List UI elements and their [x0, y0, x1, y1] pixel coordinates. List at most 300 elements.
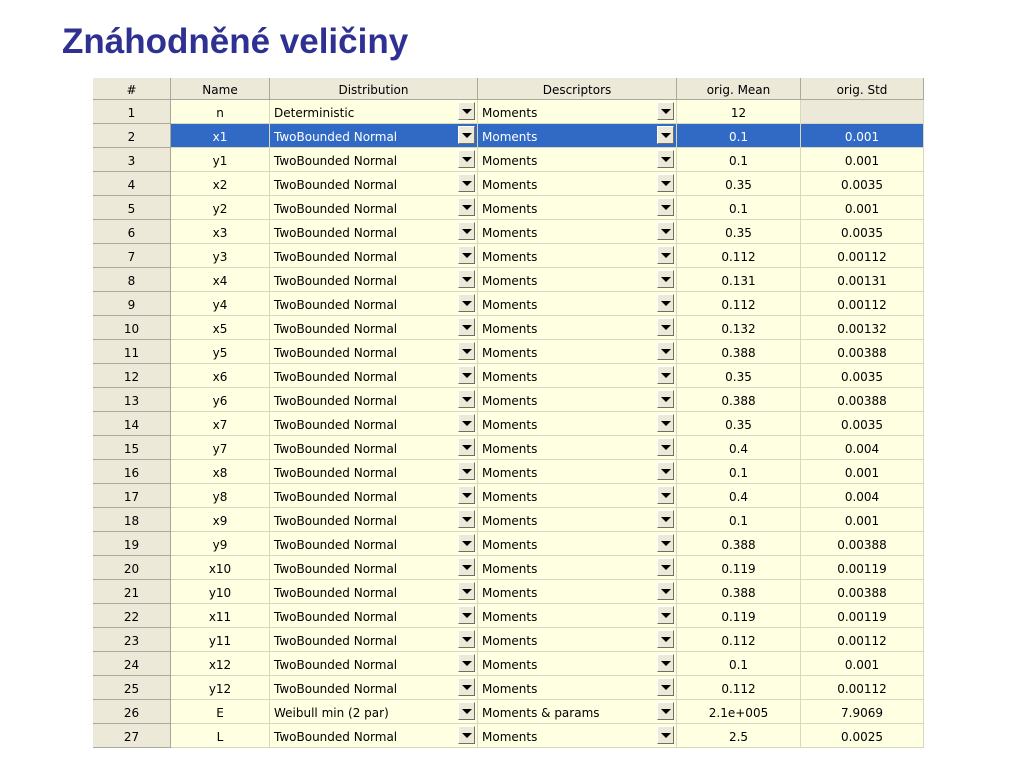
table-row[interactable]	[93, 580, 924, 604]
chevron-down-icon[interactable]	[657, 366, 674, 384]
table-row[interactable]	[93, 268, 924, 292]
orig-mean-cell[interactable]: 0.1	[677, 124, 801, 148]
orig-std-cell[interactable]: 0.0025	[801, 724, 924, 748]
table-row[interactable]	[93, 316, 924, 340]
orig-std-cell[interactable]: 0.001	[801, 652, 924, 676]
table-row[interactable]	[93, 604, 924, 628]
descriptors-select[interactable]	[478, 388, 677, 412]
descriptors-value: Moments	[482, 610, 538, 624]
name-cell[interactable]: y11	[171, 628, 270, 652]
chevron-down-icon[interactable]	[458, 678, 475, 696]
distribution-value: TwoBounded Normal	[274, 226, 398, 240]
distribution-select[interactable]	[270, 604, 478, 628]
chevron-down-icon[interactable]	[458, 438, 475, 456]
chevron-down-icon[interactable]	[657, 342, 674, 360]
distribution-value: TwoBounded Normal	[274, 730, 398, 744]
chevron-down-icon[interactable]	[458, 342, 475, 360]
column-header-orig-std[interactable]: orig. Std	[801, 78, 924, 100]
table-row[interactable]	[93, 436, 924, 460]
orig-std-cell[interactable]: 0.001	[801, 196, 924, 220]
distribution-select[interactable]	[270, 244, 478, 268]
orig-mean-cell[interactable]: 0.388	[677, 580, 801, 604]
name-cell[interactable]: y12	[171, 676, 270, 700]
table-row[interactable]	[93, 724, 924, 748]
table-row[interactable]	[93, 340, 924, 364]
chevron-down-icon[interactable]	[657, 534, 674, 552]
table-row[interactable]	[93, 148, 924, 172]
distribution-select[interactable]	[270, 484, 478, 508]
orig-std-cell[interactable]: 0.001	[801, 148, 924, 172]
distribution-select[interactable]	[270, 292, 478, 316]
distribution-select[interactable]	[270, 316, 478, 340]
table-row[interactable]	[93, 364, 924, 388]
name-cell[interactable]: y1	[171, 148, 270, 172]
name-cell[interactable]: x1	[171, 124, 270, 148]
distribution-select[interactable]	[270, 628, 478, 652]
name-cell[interactable]: x2	[171, 172, 270, 196]
distribution-value: TwoBounded Normal	[274, 394, 398, 408]
descriptors-value: Moments	[482, 298, 538, 312]
distribution-value: Weibull min (2 par)	[274, 706, 389, 720]
chevron-down-icon[interactable]	[657, 198, 674, 216]
name-cell[interactable]: x7	[171, 412, 270, 436]
orig-std-cell[interactable]: 0.0035	[801, 220, 924, 244]
chevron-down-icon[interactable]	[458, 366, 475, 384]
orig-std-cell[interactable]: 0.00112	[801, 628, 924, 652]
row-number[interactable]: 12	[93, 364, 171, 388]
chevron-down-icon[interactable]	[657, 222, 674, 240]
distribution-value: TwoBounded Normal	[274, 490, 398, 504]
table-row[interactable]	[93, 388, 924, 412]
orig-mean-cell[interactable]: 0.112	[677, 244, 801, 268]
descriptors-value: Moments	[482, 250, 538, 264]
orig-std-cell[interactable]: 0.00119	[801, 556, 924, 580]
chevron-down-icon[interactable]	[458, 318, 475, 336]
distribution-value: TwoBounded Normal	[274, 634, 398, 648]
orig-std-cell[interactable]: 0.004	[801, 484, 924, 508]
name-cell[interactable]: n	[171, 100, 270, 124]
distribution-select[interactable]	[270, 268, 478, 292]
row-number[interactable]: 15	[93, 436, 171, 460]
orig-std-cell[interactable]	[801, 100, 924, 124]
orig-mean-cell[interactable]: 0.112	[677, 292, 801, 316]
chevron-down-icon[interactable]	[458, 390, 475, 408]
distribution-value: TwoBounded Normal	[274, 130, 398, 144]
orig-std-cell[interactable]: 0.001	[801, 508, 924, 532]
orig-mean-cell[interactable]: 2.1e+005	[677, 700, 801, 724]
chevron-down-icon[interactable]	[458, 414, 475, 432]
chevron-down-icon[interactable]	[657, 582, 674, 600]
distribution-value: Deterministic	[274, 106, 355, 120]
row-number[interactable]: 13	[93, 388, 171, 412]
descriptors-select[interactable]	[478, 268, 677, 292]
row-number[interactable]: 1	[93, 100, 171, 124]
descriptors-value: Moments	[482, 130, 538, 144]
orig-mean-cell[interactable]: 0.1	[677, 148, 801, 172]
orig-std-cell[interactable]: 0.00112	[801, 676, 924, 700]
descriptors-select[interactable]	[478, 628, 677, 652]
orig-mean-cell[interactable]: 0.112	[677, 676, 801, 700]
orig-std-cell[interactable]: 0.004	[801, 436, 924, 460]
orig-std-cell[interactable]: 0.00388	[801, 580, 924, 604]
distribution-value: TwoBounded Normal	[274, 442, 398, 456]
table-row[interactable]	[93, 556, 924, 580]
descriptors-value: Moments	[482, 226, 538, 240]
row-number[interactable]: 18	[93, 508, 171, 532]
orig-mean-cell[interactable]: 0.388	[677, 340, 801, 364]
orig-mean-cell[interactable]: 0.119	[677, 556, 801, 580]
descriptors-select[interactable]	[478, 484, 677, 508]
descriptors-select[interactable]	[478, 172, 677, 196]
row-number[interactable]: 5	[93, 196, 171, 220]
orig-std-cell[interactable]: 0.001	[801, 460, 924, 484]
distribution-select[interactable]	[270, 148, 478, 172]
descriptors-value: Moments	[482, 562, 538, 576]
descriptors-value: Moments	[482, 394, 538, 408]
descriptors-select[interactable]	[478, 244, 677, 268]
orig-std-cell[interactable]: 0.00112	[801, 292, 924, 316]
descriptors-select[interactable]	[478, 652, 677, 676]
distribution-value: TwoBounded Normal	[274, 562, 398, 576]
chevron-down-icon[interactable]	[657, 486, 674, 504]
row-number[interactable]: 8	[93, 268, 171, 292]
descriptors-select[interactable]	[478, 196, 677, 220]
descriptors-select[interactable]	[478, 580, 677, 604]
descriptors-value: Moments	[482, 658, 538, 672]
chevron-down-icon[interactable]	[657, 702, 674, 720]
name-cell[interactable]: x8	[171, 460, 270, 484]
table-row[interactable]	[93, 124, 924, 148]
chevron-down-icon[interactable]	[657, 510, 674, 528]
descriptors-value: Moments	[482, 730, 538, 744]
descriptors-value: Moments	[482, 418, 538, 432]
distribution-select[interactable]	[270, 532, 478, 556]
chevron-down-icon[interactable]	[458, 630, 475, 648]
distribution-select[interactable]	[270, 196, 478, 220]
table-row[interactable]	[93, 220, 924, 244]
name-cell[interactable]: L	[171, 724, 270, 748]
chevron-down-icon[interactable]	[458, 462, 475, 480]
distribution-select[interactable]	[270, 724, 478, 748]
table-row[interactable]	[93, 244, 924, 268]
row-number[interactable]: 19	[93, 532, 171, 556]
name-cell[interactable]: x9	[171, 508, 270, 532]
chevron-down-icon[interactable]	[657, 678, 674, 696]
table-row[interactable]	[93, 460, 924, 484]
table-row[interactable]	[93, 412, 924, 436]
descriptors-value: Moments	[482, 682, 538, 696]
row-number[interactable]: 10	[93, 316, 171, 340]
chevron-down-icon[interactable]	[458, 510, 475, 528]
orig-std-cell[interactable]: 0.00131	[801, 268, 924, 292]
distribution-select[interactable]	[270, 676, 478, 700]
chevron-down-icon[interactable]	[657, 390, 674, 408]
table-row[interactable]	[93, 508, 924, 532]
name-cell[interactable]: x10	[171, 556, 270, 580]
chevron-down-icon[interactable]	[657, 270, 674, 288]
distribution-select[interactable]	[270, 460, 478, 484]
chevron-down-icon[interactable]	[458, 174, 475, 192]
distribution-select[interactable]	[270, 220, 478, 244]
page-title: Znáhodněné veličiny	[62, 22, 409, 61]
orig-std-cell[interactable]: 0.001	[801, 124, 924, 148]
orig-mean-cell[interactable]: 0.388	[677, 388, 801, 412]
name-cell[interactable]: x4	[171, 268, 270, 292]
chevron-down-icon[interactable]	[458, 102, 475, 120]
distribution-select[interactable]	[270, 508, 478, 532]
descriptors-value: Moments	[482, 586, 538, 600]
descriptors-value: Moments	[482, 634, 538, 648]
chevron-down-icon[interactable]	[458, 126, 475, 144]
table-row[interactable]	[93, 532, 924, 556]
orig-std-cell[interactable]: 0.0035	[801, 172, 924, 196]
descriptors-value: Moments & params	[482, 706, 600, 720]
orig-mean-cell[interactable]: 12	[677, 100, 801, 124]
distribution-value: TwoBounded Normal	[274, 586, 398, 600]
orig-mean-cell[interactable]: 0.1	[677, 460, 801, 484]
distribution-select[interactable]	[270, 100, 478, 124]
chevron-down-icon[interactable]	[657, 318, 674, 336]
name-cell[interactable]: x3	[171, 220, 270, 244]
row-number[interactable]: 7	[93, 244, 171, 268]
table-row[interactable]	[93, 196, 924, 220]
chevron-down-icon[interactable]	[657, 654, 674, 672]
orig-mean-cell[interactable]: 0.4	[677, 436, 801, 460]
descriptors-select[interactable]	[478, 412, 677, 436]
orig-std-cell[interactable]: 7.9069	[801, 700, 924, 724]
column-header-distribution[interactable]: Distribution	[270, 78, 478, 100]
orig-std-cell[interactable]: 0.00119	[801, 604, 924, 628]
descriptors-select[interactable]	[478, 676, 677, 700]
orig-std-cell[interactable]: 0.00388	[801, 340, 924, 364]
row-number[interactable]: 22	[93, 604, 171, 628]
table-row[interactable]	[93, 484, 924, 508]
table-row[interactable]	[93, 292, 924, 316]
descriptors-select[interactable]	[478, 148, 677, 172]
distribution-value: TwoBounded Normal	[274, 202, 398, 216]
chevron-down-icon[interactable]	[458, 606, 475, 624]
variables-grid	[93, 78, 924, 748]
distribution-value: TwoBounded Normal	[274, 346, 398, 360]
orig-mean-cell[interactable]: 0.112	[677, 628, 801, 652]
distribution-value: TwoBounded Normal	[274, 178, 398, 192]
row-number[interactable]: 2	[93, 124, 171, 148]
chevron-down-icon[interactable]	[657, 726, 674, 744]
chevron-down-icon[interactable]	[657, 630, 674, 648]
name-cell[interactable]: y6	[171, 388, 270, 412]
name-cell[interactable]: y2	[171, 196, 270, 220]
row-number[interactable]: 25	[93, 676, 171, 700]
chevron-down-icon[interactable]	[458, 726, 475, 744]
column-header-orig-mean[interactable]: orig. Mean	[677, 78, 801, 100]
name-cell[interactable]: x12	[171, 652, 270, 676]
orig-mean-cell[interactable]: 0.4	[677, 484, 801, 508]
distribution-select[interactable]	[270, 364, 478, 388]
name-cell[interactable]: x6	[171, 364, 270, 388]
row-number[interactable]: 17	[93, 484, 171, 508]
row-number[interactable]: 20	[93, 556, 171, 580]
chevron-down-icon[interactable]	[458, 582, 475, 600]
table-row[interactable]	[93, 172, 924, 196]
chevron-down-icon[interactable]	[657, 126, 674, 144]
table-row[interactable]	[93, 700, 924, 724]
row-number[interactable]: 4	[93, 172, 171, 196]
row-number[interactable]: 16	[93, 460, 171, 484]
descriptors-select[interactable]	[478, 220, 677, 244]
chevron-down-icon[interactable]	[458, 222, 475, 240]
distribution-select[interactable]	[270, 556, 478, 580]
table-row[interactable]	[93, 676, 924, 700]
distribution-select[interactable]	[270, 124, 478, 148]
table-row[interactable]	[93, 100, 924, 124]
distribution-value: TwoBounded Normal	[274, 298, 398, 312]
distribution-value: TwoBounded Normal	[274, 514, 398, 528]
column-header-name[interactable]: Name	[171, 78, 270, 100]
row-number[interactable]: 3	[93, 148, 171, 172]
chevron-down-icon[interactable]	[657, 606, 674, 624]
chevron-down-icon[interactable]	[458, 702, 475, 720]
distribution-value: TwoBounded Normal	[274, 322, 398, 336]
descriptors-select[interactable]	[478, 364, 677, 388]
chevron-down-icon[interactable]	[657, 462, 674, 480]
distribution-value: TwoBounded Normal	[274, 610, 398, 624]
descriptors-value: Moments	[482, 442, 538, 456]
descriptors-select[interactable]	[478, 556, 677, 580]
chevron-down-icon[interactable]	[657, 246, 674, 264]
descriptors-select[interactable]	[478, 292, 677, 316]
row-number[interactable]: 27	[93, 724, 171, 748]
orig-mean-cell[interactable]: 2.5	[677, 724, 801, 748]
row-number[interactable]: 6	[93, 220, 171, 244]
distribution-select[interactable]	[270, 580, 478, 604]
orig-mean-cell[interactable]: 0.1	[677, 196, 801, 220]
descriptors-value: Moments	[482, 202, 538, 216]
name-cell[interactable]: y3	[171, 244, 270, 268]
orig-mean-cell[interactable]: 0.388	[677, 532, 801, 556]
orig-mean-cell[interactable]: 0.131	[677, 268, 801, 292]
distribution-value: TwoBounded Normal	[274, 274, 398, 288]
orig-mean-cell[interactable]: 0.35	[677, 364, 801, 388]
name-cell[interactable]: y10	[171, 580, 270, 604]
descriptors-select[interactable]	[478, 724, 677, 748]
distribution-value: TwoBounded Normal	[274, 538, 398, 552]
descriptors-select[interactable]	[478, 124, 677, 148]
name-cell[interactable]: y9	[171, 532, 270, 556]
name-cell[interactable]: x5	[171, 316, 270, 340]
orig-std-cell[interactable]: 0.0035	[801, 364, 924, 388]
descriptors-select[interactable]	[478, 316, 677, 340]
distribution-value: TwoBounded Normal	[274, 682, 398, 696]
chevron-down-icon[interactable]	[458, 294, 475, 312]
name-cell[interactable]: y7	[171, 436, 270, 460]
row-number[interactable]: 11	[93, 340, 171, 364]
orig-mean-cell[interactable]: 0.35	[677, 220, 801, 244]
distribution-value: TwoBounded Normal	[274, 466, 398, 480]
row-number[interactable]: 26	[93, 700, 171, 724]
orig-std-cell[interactable]: 0.00132	[801, 316, 924, 340]
name-cell[interactable]: y8	[171, 484, 270, 508]
descriptors-select[interactable]	[478, 460, 677, 484]
chevron-down-icon[interactable]	[657, 414, 674, 432]
chevron-down-icon[interactable]	[657, 102, 674, 120]
table-row[interactable]	[93, 652, 924, 676]
descriptors-value: Moments	[482, 322, 538, 336]
row-number[interactable]: 14	[93, 412, 171, 436]
column-header-number[interactable]: #	[93, 78, 171, 100]
row-number[interactable]: 23	[93, 628, 171, 652]
descriptors-value: Moments	[482, 490, 538, 504]
table-row[interactable]	[93, 628, 924, 652]
chevron-down-icon[interactable]	[458, 654, 475, 672]
chevron-down-icon[interactable]	[458, 486, 475, 504]
descriptors-select[interactable]	[478, 340, 677, 364]
orig-mean-cell[interactable]: 0.119	[677, 604, 801, 628]
distribution-value: TwoBounded Normal	[274, 658, 398, 672]
orig-mean-cell[interactable]: 0.1	[677, 508, 801, 532]
distribution-select[interactable]	[270, 412, 478, 436]
name-cell[interactable]: y4	[171, 292, 270, 316]
orig-mean-cell[interactable]: 0.35	[677, 412, 801, 436]
chevron-down-icon[interactable]	[657, 294, 674, 312]
orig-std-cell[interactable]: 0.00388	[801, 532, 924, 556]
orig-mean-cell[interactable]: 0.132	[677, 316, 801, 340]
distribution-select[interactable]	[270, 700, 478, 724]
name-cell[interactable]: y5	[171, 340, 270, 364]
orig-mean-cell[interactable]: 0.1	[677, 652, 801, 676]
descriptors-value: Moments	[482, 466, 538, 480]
descriptors-select[interactable]	[478, 508, 677, 532]
name-cell[interactable]: E	[171, 700, 270, 724]
chevron-down-icon[interactable]	[458, 558, 475, 576]
chevron-down-icon[interactable]	[657, 558, 674, 576]
distribution-select[interactable]	[270, 652, 478, 676]
chevron-down-icon[interactable]	[458, 270, 475, 288]
chevron-down-icon[interactable]	[657, 174, 674, 192]
orig-mean-cell[interactable]: 0.35	[677, 172, 801, 196]
chevron-down-icon[interactable]	[657, 150, 674, 168]
descriptors-value: Moments	[482, 538, 538, 552]
row-number[interactable]: 24	[93, 652, 171, 676]
descriptors-select[interactable]	[478, 100, 677, 124]
orig-std-cell[interactable]: 0.00112	[801, 244, 924, 268]
name-cell[interactable]: x11	[171, 604, 270, 628]
row-number[interactable]: 9	[93, 292, 171, 316]
chevron-down-icon[interactable]	[458, 534, 475, 552]
orig-std-cell[interactable]: 0.00388	[801, 388, 924, 412]
descriptors-value: Moments	[482, 514, 538, 528]
grid-header-row	[93, 78, 924, 100]
descriptors-value: Moments	[482, 106, 538, 120]
distribution-select[interactable]	[270, 172, 478, 196]
distribution-select[interactable]	[270, 388, 478, 412]
descriptors-value: Moments	[482, 346, 538, 360]
distribution-select[interactable]	[270, 436, 478, 460]
row-number[interactable]: 21	[93, 580, 171, 604]
descriptors-select[interactable]	[478, 532, 677, 556]
distribution-select[interactable]	[270, 340, 478, 364]
descriptors-select[interactable]	[478, 700, 677, 724]
orig-std-cell[interactable]: 0.0035	[801, 412, 924, 436]
chevron-down-icon[interactable]	[458, 150, 475, 168]
chevron-down-icon[interactable]	[657, 438, 674, 456]
distribution-value: TwoBounded Normal	[274, 154, 398, 168]
column-header-descriptors[interactable]: Descriptors	[478, 78, 677, 100]
distribution-value: TwoBounded Normal	[274, 418, 398, 432]
descriptors-select[interactable]	[478, 436, 677, 460]
chevron-down-icon[interactable]	[458, 198, 475, 216]
chevron-down-icon[interactable]	[458, 246, 475, 264]
descriptors-select[interactable]	[478, 604, 677, 628]
